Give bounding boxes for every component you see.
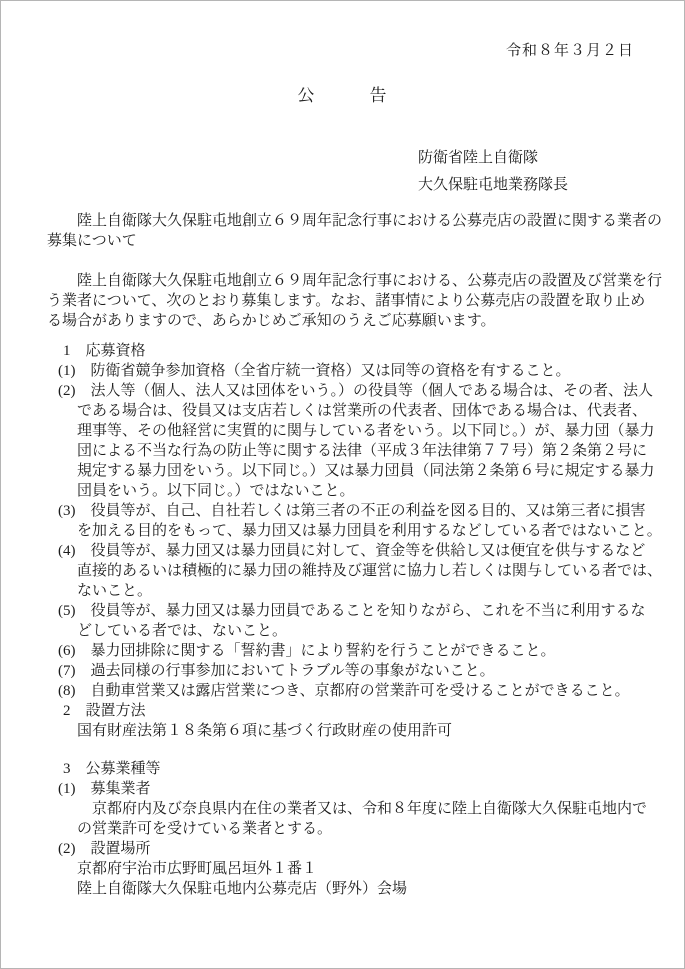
document-line: (2) 設置場所 <box>58 841 151 857</box>
document-line: の営業許可を受けている業者とする。 <box>77 821 333 837</box>
paragraph-line: う業者について、次のとおり募集します。なお、諸事情により公募売店の設置を取り止め <box>47 293 646 309</box>
document-line: (2) 法人等（個人、法人又は団体をいう。）の役員等（個人である場合は、その者、法人 <box>58 383 653 399</box>
document-title: 公 告 <box>297 86 388 105</box>
section <box>1 759 654 899</box>
section-heading <box>1 701 654 721</box>
document-line: (1) 防衛省競争参加資格（全省庁統一資格）又は同等の資格を有すること。 <box>58 363 571 379</box>
sender-line: 防衛省陸上自衛隊 <box>418 150 539 166</box>
section-number: 1 <box>63 343 71 359</box>
document-line: (3) 役員等が、自己、自社若しくは第三者の不正の利益を図る目的、又は第三者に損害 <box>58 503 646 519</box>
paragraph <box>1 271 663 331</box>
document-line: 直接的あるいは積極的に暴力団の維持及び運営に協力し若しくは関与している者では、 <box>77 563 663 579</box>
document-line: 陸上自衛隊大久保駐屯地内公募売店（野外）会場 <box>77 881 408 897</box>
sections <box>1 341 663 899</box>
document-line: 理事等、その他経営に実質的に関与している者をいう。以下同じ。）が、暴力団（暴力 <box>77 423 655 439</box>
section <box>1 701 654 741</box>
document-line: (4) 役員等が、暴力団又は暴力団員に対して、資金等を供給し又は便宜を供与するなど <box>58 543 646 559</box>
sender-line: 大久保駐屯地業務隊長 <box>418 177 569 193</box>
document-line: を加える目的をもって、暴力団又は暴力団員を利用するなどしている者ではないこと。 <box>77 523 662 539</box>
paragraph <box>1 211 663 251</box>
paragraphs <box>1 211 663 331</box>
section-heading <box>1 341 654 361</box>
document-line: である場合は、役員又は支店若しくは営業所の代表者、団体である場合は、代表者、 <box>77 403 648 419</box>
section-heading <box>1 759 654 779</box>
document-date: 令和８年３月２日 <box>505 43 634 59</box>
document-line: 国有財産法第１８条第６項に基づく行政財産の使用許可 <box>77 723 453 739</box>
document-line: ないこと。 <box>77 583 153 599</box>
document-line: 京都府宇治市広野町風呂垣外１番１ <box>77 861 318 877</box>
section-title: 応募資格 <box>85 343 146 359</box>
document-line: (6) 暴力団排除に関する「誓約書」により誓約を行うことができること。 <box>58 643 556 659</box>
document-line: (5) 役員等が、暴力団又は暴力団員であることを知りながら、これを不当に利用するな <box>58 603 646 619</box>
section-title: 設置方法 <box>85 703 146 719</box>
section-number: 2 <box>63 703 71 719</box>
document-line: 団による不当な行為の防止等に関する法律（平成３年法律第７７号）第２条第２号に <box>77 443 648 459</box>
paragraph-line: 募集について <box>47 233 137 249</box>
document-line: (8) 自動車営業又は露店営業につき、京都府の営業許可を受けることができること。 <box>58 683 630 699</box>
document-body <box>1 211 684 899</box>
document-line: 京都府内及び奈良県内在住の業者又は、令和８年度に陸上自衛隊大久保駐屯地内で <box>77 801 648 817</box>
document-line: 規定する暴力団をいう。以下同じ。）又は暴力団員（同法第２条第６号に規定する暴力 <box>77 463 655 479</box>
document-line: (1) 募集業者 <box>58 781 151 797</box>
document-line: (7) 過去同様の行事参加においてトラブル等の事象がないこと。 <box>58 663 495 679</box>
paragraph-line: 陸上自衛隊大久保駐屯地創立６９周年記念行事における、公募売店の設置及び営業を行 <box>47 273 663 289</box>
paragraph-line: る場合がありますので、あらかじめご承知のうえご応募願います。 <box>47 313 496 329</box>
sender-block <box>418 145 684 199</box>
section <box>1 341 663 701</box>
section-title: 公募業種等 <box>85 761 161 777</box>
document-line: 団員をいう。以下同じ。）ではないこと。 <box>77 483 355 499</box>
document-line: どしている者では、ないこと。 <box>77 623 288 639</box>
paragraph-line: 陸上自衛隊大久保駐屯地創立６９周年記念行事における公募売店の設置に関する業者の <box>47 213 663 229</box>
section-number: 3 <box>63 761 71 777</box>
